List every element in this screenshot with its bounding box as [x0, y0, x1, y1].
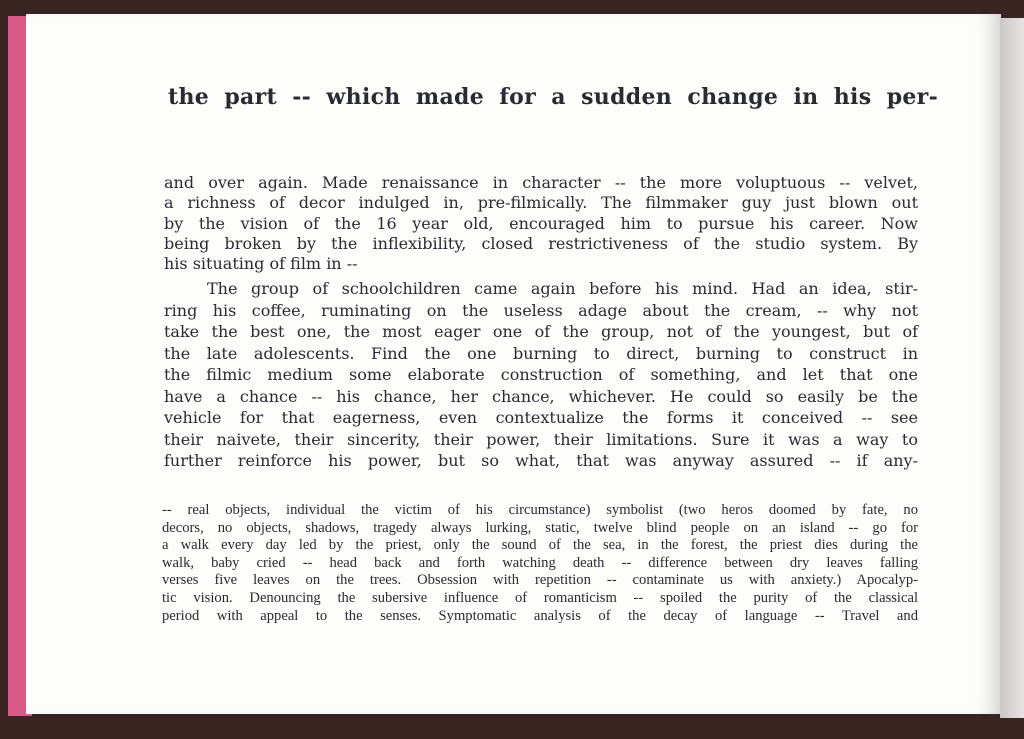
page-edge-right — [1000, 18, 1024, 718]
footnote-line: walk, baby cried -- head back and forth watching death -- difference between dry leaves falling — [162, 554, 918, 571]
footnote-line: -- real objects, individual the victim of his circumstance) symbolist (two heros doomed by fate, no — [162, 502, 918, 518]
paragraph1-line: his situating of film in -- — [164, 254, 358, 274]
paragraph1-line: a richness of decor indulged in, pre-filmically. The filmmaker guy just blown out — [164, 193, 918, 213]
paragraph2-line: further reinforce his power, but so what, that was anyway assured -- if any- — [164, 451, 918, 470]
paragraph1-line: and over again. Made renaissance in character -- the more voluptuous -- velvet, — [164, 173, 918, 192]
paragraph2-line: The group of schoolchildren came again before his mind. Had an idea, stir- — [207, 279, 918, 298]
paragraph2-line: the late adolescents. Find the one burning to direct, burning to construct in — [164, 343, 918, 363]
page-heading: the part -- which made for a sudden change in his per- — [168, 84, 938, 110]
footnote-line: period with appeal to the senses. Symptomatic analysis of the decay of language -- Travel and — [162, 607, 918, 624]
paragraph1-line: being broken by the inflexibility, closed restrictiveness of the studio system. By — [164, 233, 918, 253]
paragraph2-line: have a chance -- his chance, her chance, whichever. He could so easily be the — [164, 386, 918, 406]
footnote-line: tic vision. Denouncing the subersive influence of romanticism -- spoiled the purity of the classical — [162, 590, 918, 606]
footnote-line: a walk every day led by the priest, only the sound of the sea, in the forest, the priest dies during the — [162, 537, 918, 554]
paragraph2-line: their naivete, their sincerity, their power, their limitations. Sure it was a way to — [164, 429, 918, 449]
paragraph2-line: vehicle for that eagerness, even contextualize the forms it conceived -- see — [164, 408, 918, 427]
footnote-line: verses five leaves on the trees. Obsession with repetition -- contaminate us with anxiety.) Apocalyp- — [162, 572, 918, 589]
paragraph2-line: the filmic medium some elaborate construction of something, and let that one — [164, 365, 918, 384]
paragraph2-line: take the best one, the most eager one of the group, not of the youngest, but of — [164, 322, 918, 341]
footnote-line: decors, no objects, shadows, tragedy always lurking, static, twelve blind people on an island -- go for — [162, 519, 918, 536]
paragraph1-line: by the vision of the 16 year old, encouraged him to pursue his career. Now — [164, 213, 918, 233]
paragraph2-line: ring his coffee, ruminating on the useless adage about the cream, -- why not — [164, 300, 918, 320]
